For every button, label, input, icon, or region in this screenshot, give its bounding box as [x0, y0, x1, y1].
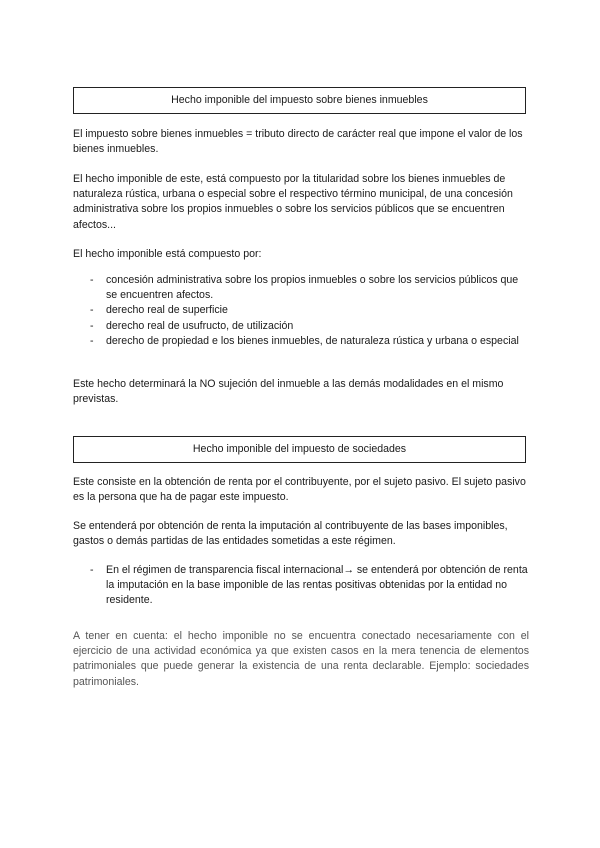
list-item: - concesión administrativa sobre los propios inmuebles o sobre los servicios públicos que se encuentren afectos.	[90, 274, 519, 302]
section-title-sociedades	[73, 436, 526, 463]
paragraph-no-sujecion: Este hecho determinará la NO sujeción del inmueble a las demás modalidades en el mismo previstas.	[73, 378, 504, 406]
paragraph-obtencion-renta: Este consiste en la obtención de renta por el contribuyente, por el sujeto pasivo. El sujeto pasivo es la persona que ha de pagar este impuesto.	[73, 476, 526, 504]
paragraph-definition: El impuesto sobre bienes inmuebles = tributo directo de carácter real que impone el valor de los bienes inmuebles.	[73, 128, 523, 156]
list-item: - derecho real de superficie	[90, 304, 228, 317]
list-hecho-imponible	[73, 273, 529, 349]
list-item: - En el régimen de transparencia fiscal internacional→ se entenderá por obtención de renta la imputación en la base imponible de las rentas positivas obtenidas por la entidad no residente.	[90, 564, 528, 607]
section-title-bienes-inmuebles	[73, 87, 526, 114]
paragraph-note: A tener en cuenta: el hecho imponible no se encuentra conectado necesariamente con el ejercicio de una actividad económica ya que existen casos en la mera tenencia de elementos patrimoniales que puede generar la existencia de una renta declarable. Ejemplo: sociedades patrimoniales.	[73, 630, 529, 688]
paragraph-imputacion: Se entenderá por obtención de renta la imputación al contribuyente de las bases imponibles, gastos o demás partidas de las entidades sometidas a este régimen.	[73, 520, 508, 548]
section-title-text: Hecho imponible del impuesto de sociedades	[192, 443, 407, 455]
section-title-text: Hecho imponible del impuesto sobre bienes inmuebles	[171, 94, 428, 106]
list-item: - derecho real de usufructo, de utilización	[90, 319, 294, 332]
list-transparencia	[73, 563, 529, 609]
paragraph-hecho-imponible: El hecho imponible de este, está compuesto por la titularidad sobre los bienes inmuebles de naturaleza rústica, urbana o especial sobre el respectivo término municipal, de una concesión administrativa sobre los propios inmuebles o sobre los servicios públicos que se encuentren afectos...	[73, 173, 513, 231]
paragraph-compuesto-por: El hecho imponible está compuesto por:	[73, 248, 262, 260]
list-item: - derecho de propiedad e los bienes inmuebles, de naturaleza rústica y urbana o especial	[90, 334, 519, 347]
